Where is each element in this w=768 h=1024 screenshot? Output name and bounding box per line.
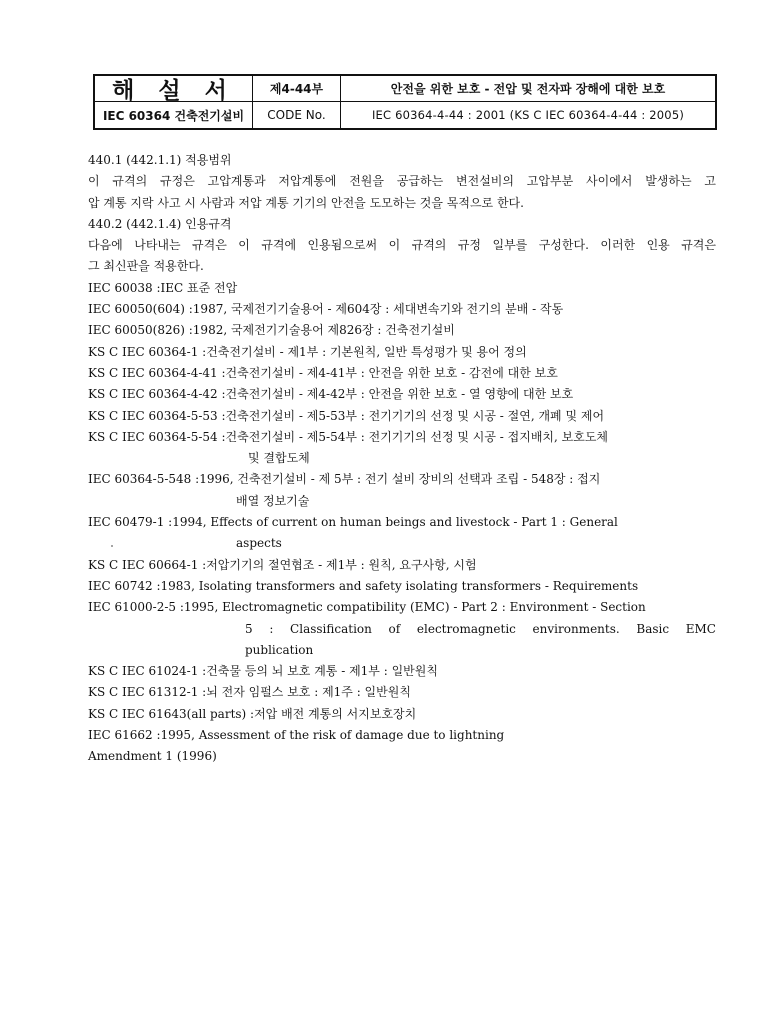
document-title: 해 설 서 [95, 76, 253, 102]
reference-description: IEC 표준 전압 [160, 280, 238, 295]
reference-description: 1996, 건축전기설비 - 제 5부 : 전기 설비 장비의 선택과 조립 - 548장 : 접지 [199, 472, 601, 487]
reference-code: IEC 60364-5-548 : [88, 472, 200, 487]
reference-item [88, 555, 716, 576]
scan-speck [111, 545, 113, 547]
reference-code: IEC 61662 : [88, 728, 161, 743]
reference-code: IEC 61000-2-5 : [88, 600, 184, 615]
reference-description: 1982, 국제전기기술용어 제826장 : 건축전기설비 [192, 323, 455, 338]
reference-description: 건축전기설비 - 제4-41부 : 안전을 위한 보호 - 감전에 대한 보호 [225, 365, 558, 380]
reference-code: KS C IEC 60364-5-54 : [88, 429, 226, 444]
reference-item [88, 299, 716, 320]
paragraph-line: 압 계통 지락 사고 시 사람과 저압 계통 기기의 안전을 도모하는 것을 목적으로 한다. [88, 195, 524, 210]
reference-item [88, 427, 716, 448]
section-heading-references: 440.2 (442.1.4) 인용규격 [88, 216, 232, 231]
reference-code: IEC 60038 : [88, 280, 161, 295]
reference-item [88, 363, 716, 384]
reference-continuation: 및 결합도체 [248, 451, 310, 466]
reference-description: 건축물 등의 뇌 보호 계통 - 제1부 : 일반원칙 [206, 664, 438, 679]
reference-code: KS C IEC 61643(all parts) : [88, 706, 255, 721]
document-header-table [93, 74, 717, 130]
reference-code: IEC 60742 : [88, 578, 161, 593]
reference-code: KS C IEC 60364-1 : [88, 344, 207, 359]
reference-code: IEC 60050(826) : [88, 323, 193, 338]
reference-description: 건축전기설비 - 제4-42부 : 안전을 위한 보호 - 열 영향에 대한 보호 [225, 387, 574, 402]
reference-item [88, 682, 716, 703]
reference-item [88, 278, 716, 299]
reference-item [88, 384, 716, 405]
paragraph-line: 다음에 나타내는 규격은 이 규격에 인용됨으로써 이 규격의 규정 일부를 구성한다. 이러한 인용 규격은 [88, 238, 716, 253]
code-label: CODE No. [253, 102, 341, 128]
paragraph-line: 이 규격의 규정은 고압계통과 저압계통에 전원을 공급하는 변전설비의 고압부분 사이에서 발생하는 고 [88, 174, 716, 189]
reference-code: KS C IEC 61024-1 : [88, 664, 207, 679]
reference-item [88, 512, 716, 533]
reference-code: KS C IEC 60364-5-53 : [88, 408, 226, 423]
section-heading-scope: 440.1 (442.1.1) 적용범위 [88, 153, 232, 167]
reference-code: IEC 60050(604) : [88, 302, 193, 317]
reference-description: 1995, Electromagnetic compatibility (EMC) - Part 2 : Environment - Section [183, 600, 646, 615]
document-subtitle: IEC 60364 건축전기설비 [95, 102, 253, 128]
reference-item [88, 746, 716, 767]
reference-code: IEC 60479-1 : [88, 515, 173, 530]
reference-item [88, 320, 716, 341]
reference-item [88, 469, 716, 490]
reference-description: 뇌 전자 임펄스 보호 : 제1주 : 일반원칙 [206, 685, 411, 700]
document-description: 안전을 위한 보호 - 전압 및 전자파 장해에 대한 보호 [341, 76, 715, 102]
code-value: 제4-44부 [253, 76, 341, 102]
reference-code: KS C IEC 60364-4-41 : [88, 365, 226, 380]
reference-description: 저압기기의 절연협조 - 제1부 : 원칙, 요구사항, 시험 [206, 557, 477, 572]
reference-code: KS C IEC 61312-1 : [88, 685, 207, 700]
reference-description: 1987, 국제전기기술용어 - 제604장 : 세대변속기와 전기의 분배 - 작동 [192, 302, 564, 317]
reference-continuation: 배열 정보기술 [236, 493, 310, 508]
reference-description: 1995, Assessment of the risk of damage due to lightning [160, 728, 505, 743]
reference-description: 건축전기설비 - 제5-54부 : 전기기기의 선정 및 시공 - 접지배치, 보호도체 [225, 429, 609, 444]
standard-reference: IEC 60364-4-44 : 2001 (KS C IEC 60364-4-44 : 2005) [371, 108, 685, 122]
reference-item [88, 661, 716, 682]
reference-item [88, 406, 716, 427]
reference-item [88, 597, 716, 618]
reference-description: 건축전기설비 - 제5-53부 : 전기기기의 선정 및 시공 - 절연, 개폐 및 제어 [225, 408, 605, 423]
reference-continuation: 5 : Classification of electromagnetic environments. Basic EMC [245, 621, 716, 636]
reference-code: KS C IEC 60364-4-42 : [88, 387, 226, 402]
reference-item [88, 704, 716, 725]
reference-continuation: publication [245, 642, 314, 657]
reference-continuation: aspects [236, 536, 282, 551]
reference-description: 건축전기설비 - 제1부 : 기본원칙, 일반 특성평가 및 용어 정의 [206, 344, 527, 359]
paragraph-line: 그 최신판을 적용한다. [88, 259, 204, 274]
reference-item [88, 576, 716, 597]
reference-item [88, 725, 716, 746]
reference-code: KS C IEC 60664-1 : [88, 557, 207, 572]
reference-description: 1994, Effects of current on human beings and livestock - Part 1 : General [172, 515, 618, 530]
reference-description: Amendment 1 (1996) [88, 749, 217, 764]
reference-description: 1983, Isolating transformers and safety isolating transformers - Requirements [160, 578, 639, 593]
reference-item [88, 342, 716, 363]
document-body [88, 150, 716, 768]
reference-description: 저압 배전 계통의 서지보호장치 [254, 706, 417, 721]
